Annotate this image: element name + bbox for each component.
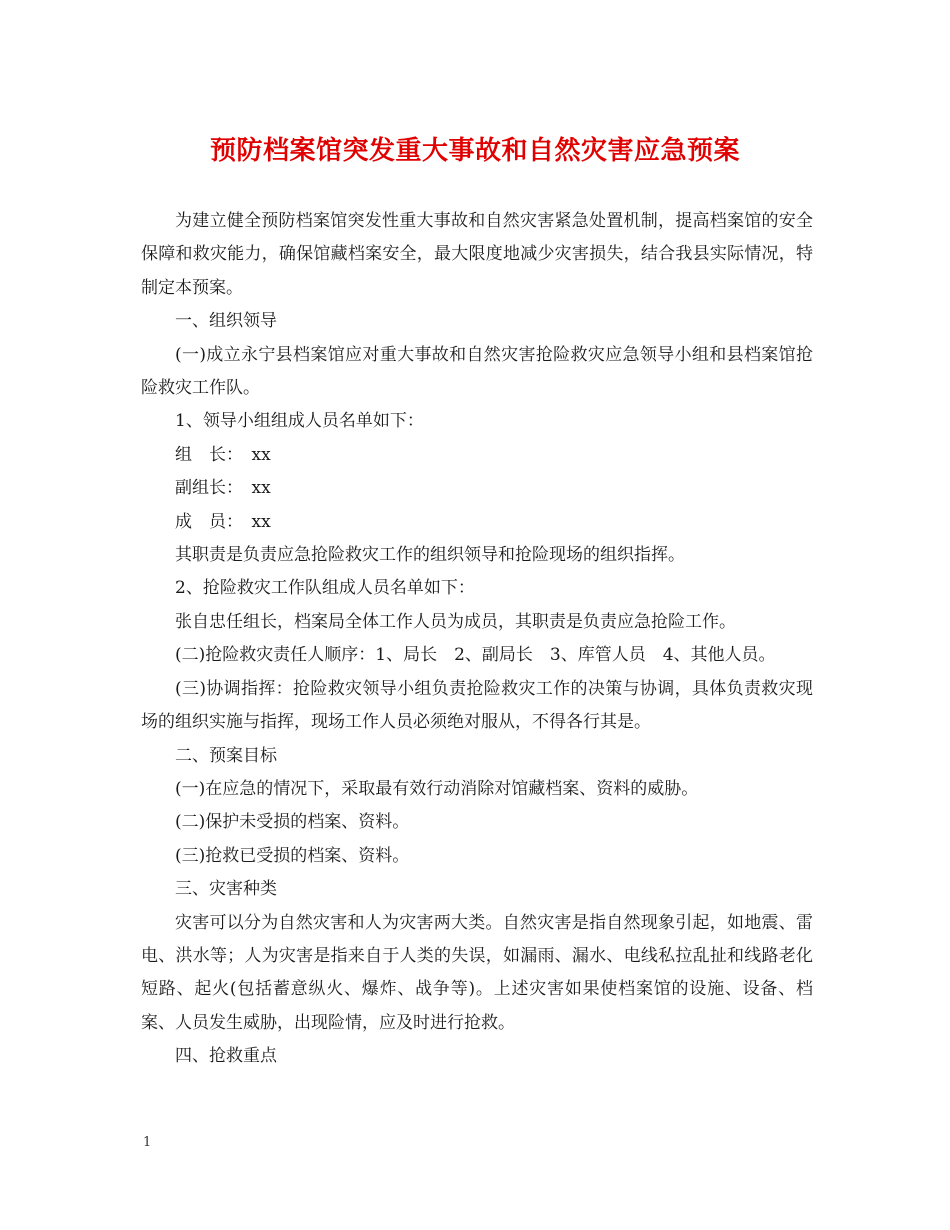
document-body xyxy=(141,205,813,1074)
heading-disaster-types: 三、灾害种类 xyxy=(175,879,277,900)
heading-plan-goals: 二、预案目标 xyxy=(175,745,277,766)
paragraph-goal-2: (二)保护未受损的档案、资料。 xyxy=(175,812,410,833)
page-number: 1 xyxy=(143,1135,152,1150)
paragraph-disaster-types: 灾害可以分为自然灾害和人为灾害两大类。自然灾害是指自然现象引起，如地震、雷电、洪水等；人为灾害是指来自于人类的失误，如漏雨、漏水、电线私拉乱扯和线路老化短路、起火(包括蓄意纵火、爆炸、战争等)。上述灾害如果使档案馆的设施、设备、档案、人员发生威胁，出现险情，应及时进行抢救。 xyxy=(141,912,813,1033)
paragraph-leadership-list: 1、领导小组组成人员名单如下： xyxy=(175,411,424,432)
heading-organization: 一、组织领导 xyxy=(175,311,277,332)
paragraph-intro: 为建立健全预防档案馆突发性重大事故和自然灾害紧急处置机制，提高档案馆的安全保障和救灾能力，确保馆藏档案安全，最大限度地减少灾害损失，结合我县实际情况，特制定本预案。 xyxy=(141,211,813,298)
paragraph-leadership-duty: 其职责是负责应急抢险救灾工作的组织领导和抢险现场的组织指挥。 xyxy=(175,545,685,566)
paragraph-responsibility-order: (二)抢险救灾责任人顺序：1、局长 2、副局长 3、库管人员 4、其他人员。 xyxy=(175,645,776,666)
heading-rescue-priorities: 四、抢救重点 xyxy=(175,1046,277,1067)
paragraph-members: 成 员： xx xyxy=(175,511,271,532)
paragraph-deputy-leader: 副组长： xx xyxy=(175,478,271,499)
paragraph-goal-3: (三)抢救已受损的档案、资料。 xyxy=(175,845,410,866)
paragraph-rescue-team-list: 2、抢险救灾工作队组成人员名单如下： xyxy=(175,578,475,599)
paragraph-leader: 组 长： xx xyxy=(175,444,271,465)
paragraph-rescue-team-duty: 张自忠任组长，档案局全体工作人员为成员，其职责是负责应急抢险工作。 xyxy=(175,611,736,632)
paragraph-coordination: (三)协调指挥：抢险救灾领导小组负责抢险救灾工作的决策与协调，具体负责救灾现场的组织实施与指挥，现场工作人员必须绝对服从，不得各行其是。 xyxy=(141,678,813,733)
document-title: 预防档案馆突发重大事故和自然灾害应急预案 xyxy=(209,136,740,166)
paragraph-goal-1: (一)在应急的情况下，采取最有效行动消除对馆藏档案、资料的威胁。 xyxy=(175,778,699,799)
paragraph-establish-teams: (一)成立永宁县档案馆应对重大事故和自然灾害抢险救灾应急领导小组和县档案馆抢险救灾工作队。 xyxy=(141,344,813,399)
